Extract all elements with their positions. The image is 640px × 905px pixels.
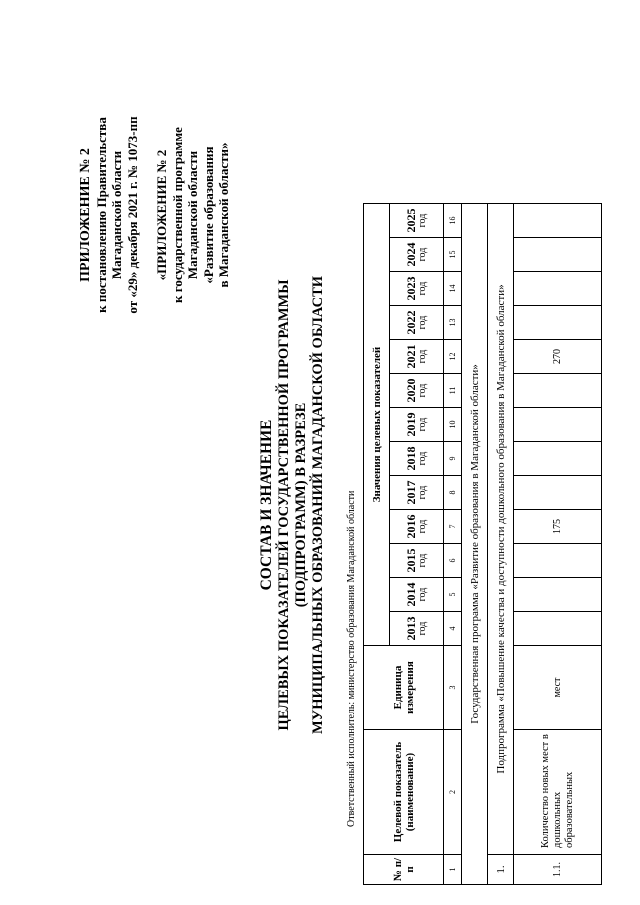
year-suffix: год [416, 349, 428, 364]
appendix-decree-line-1: к постановлению Правительства [93, 117, 109, 313]
column-number: 15 [444, 238, 462, 272]
appendix-block [78, 0, 232, 430]
value-cell [514, 442, 602, 476]
value-cell [514, 408, 602, 442]
indicators-table [363, 203, 602, 885]
program-row [462, 204, 488, 885]
year-label: 2025 [403, 208, 418, 233]
year-suffix: год [416, 247, 428, 262]
appendix-decree-date: от «29» декабря 2021 г. № 1073-пп [124, 116, 140, 314]
column-number: 6 [444, 544, 462, 578]
year-label: 2022 [403, 310, 418, 335]
column-number: 1 [444, 855, 462, 885]
column-number: 3 [444, 646, 462, 730]
header-row-1 [364, 204, 390, 885]
appendix-title: ПРИЛОЖЕНИЕ № 2 [78, 148, 93, 282]
year-label: 2014 [403, 582, 418, 607]
year-label: 2017 [403, 480, 418, 505]
year-label: 2023 [403, 276, 418, 301]
header-values: Значения целевых показателей [364, 204, 390, 646]
year-cell [390, 204, 444, 238]
year-cell [390, 578, 444, 612]
value-cell: 270 [514, 340, 602, 374]
year-label: 2013 [403, 616, 418, 641]
year-cell [390, 510, 444, 544]
value-cell [514, 238, 602, 272]
year-suffix: год [416, 587, 428, 602]
appendix-program-line-3: «Развитие образования [200, 146, 216, 284]
subprogram-num: 1. [488, 855, 514, 885]
year-label: 2019 [403, 412, 418, 437]
year-label: 2018 [403, 446, 418, 471]
year-cell [390, 612, 444, 646]
year-cell [390, 306, 444, 340]
column-number: 16 [444, 204, 462, 238]
year-suffix: год [416, 417, 428, 432]
subprogram-row [488, 204, 514, 885]
column-number: 7 [444, 510, 462, 544]
year-cell [390, 238, 444, 272]
subprogram-title: Подпрограмма «Повышение качества и доступности дошкольного образования в Магаданской области» [488, 204, 514, 855]
year-suffix: год [416, 383, 428, 398]
year-cell [390, 340, 444, 374]
appendix-decree-line-2: Магаданской области [109, 150, 124, 280]
year-suffix: год [416, 553, 428, 568]
header-unit: Единица измерения [364, 646, 444, 730]
heading-line-1: СОСТАВ И ЗНАЧЕНИЕ [258, 419, 275, 591]
year-suffix: год [416, 621, 428, 636]
row-unit: мест [514, 646, 602, 730]
year-suffix: год [416, 519, 428, 534]
year-label: 2020 [403, 378, 418, 403]
year-cell [390, 476, 444, 510]
value-cell [514, 476, 602, 510]
year-suffix: год [416, 213, 428, 228]
table-row [514, 204, 602, 885]
value-cell [514, 204, 602, 238]
value-cell [514, 272, 602, 306]
column-number: 9 [444, 442, 462, 476]
appendix-program-line-1: к государственной программе [169, 127, 185, 303]
row-indicator: Количество новых мест в дошкольных образовательных [514, 730, 602, 855]
column-number: 5 [444, 578, 462, 612]
value-cell [514, 374, 602, 408]
year-suffix: год [416, 451, 428, 466]
column-number: 4 [444, 612, 462, 646]
column-number: 12 [444, 340, 462, 374]
value-cell [514, 306, 602, 340]
year-label: 2015 [403, 548, 418, 573]
year-cell [390, 408, 444, 442]
program-title: Государственная программа «Развитие образования в Магаданской области» [462, 204, 488, 885]
year-cell [390, 374, 444, 408]
appendix-quote-title: «ПРИЛОЖЕНИЕ № 2 [154, 149, 169, 281]
appendix-program-line-2: Магаданской области [185, 150, 200, 280]
year-label: 2021 [403, 344, 418, 369]
column-number: 2 [444, 730, 462, 855]
appendix-program-line-4: в Магаданской области» [216, 142, 231, 288]
year-label: 2016 [403, 514, 418, 539]
column-number: 14 [444, 272, 462, 306]
year-cell [390, 544, 444, 578]
year-suffix: год [416, 315, 428, 330]
row-num: 1.1. [514, 855, 602, 885]
value-cell [514, 612, 602, 646]
column-number: 8 [444, 476, 462, 510]
year-label: 2024 [403, 242, 418, 267]
column-number: 13 [444, 306, 462, 340]
year-cell [390, 442, 444, 476]
year-suffix: год [416, 281, 428, 296]
header-indicator: Целевой показатель (наименование) [364, 730, 444, 855]
document-heading [258, 245, 327, 765]
year-suffix: год [416, 485, 428, 500]
value-cell: 175 [514, 510, 602, 544]
header-num: № п/п [364, 855, 444, 885]
column-number: 10 [444, 408, 462, 442]
heading-line-2: ЦЕЛЕВЫХ ПОКАЗАТЕЛЕЙ ГОСУДАРСТВЕННОЙ ПРОГРАММЫ (ПОДПРОГРАММ) В РАЗРЕЗЕ [276, 279, 309, 731]
column-number: 11 [444, 374, 462, 408]
value-cell [514, 544, 602, 578]
value-cell [514, 578, 602, 612]
heading-line-3: МУНИЦИПАЛЬНЫХ ОБРАЗОВАНИЙ МАГАДАНСКОЙ ОБЛАСТИ [310, 275, 326, 735]
column-number-row [444, 204, 462, 885]
year-cell [390, 272, 444, 306]
responsible-executor: Ответственный исполнитель: министерство образования Магаданской области [346, 490, 357, 827]
